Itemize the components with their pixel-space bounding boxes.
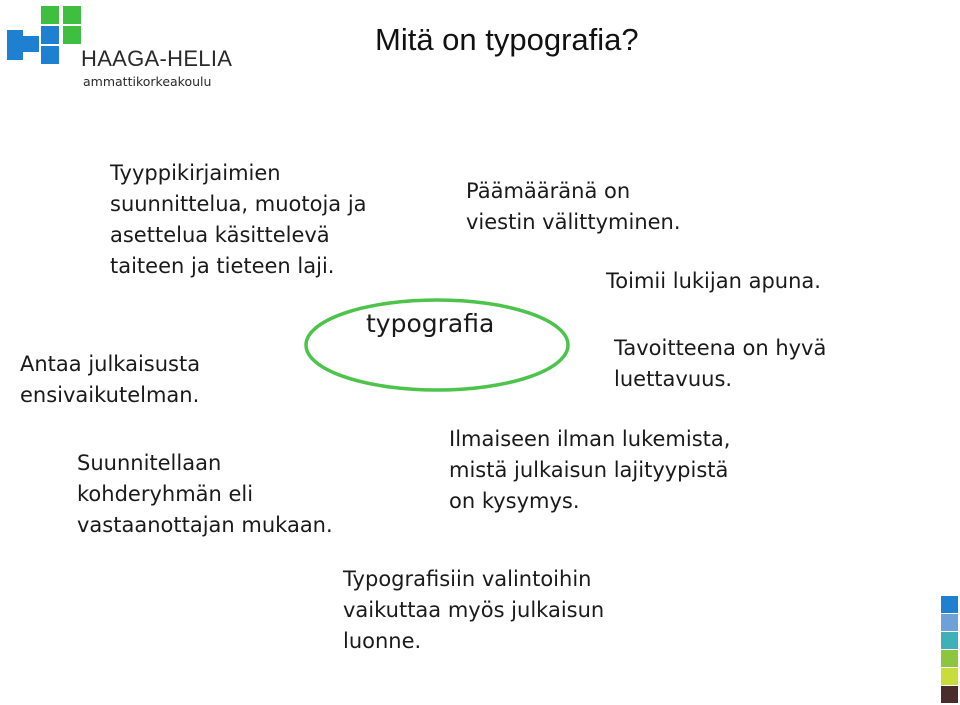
note-helps: [606, 266, 821, 297]
center-word: typografia: [366, 309, 495, 338]
note-audience: [77, 448, 333, 541]
logo-square: [41, 46, 59, 64]
note-type: [449, 424, 730, 517]
logo-square: [23, 36, 39, 52]
note-goal: [466, 176, 681, 238]
note-impression: [20, 349, 200, 411]
logo-square: [7, 46, 23, 60]
logo-square: [63, 6, 81, 24]
note-line: viestin välittyminen.: [466, 210, 681, 234]
note-line: on kysymys.: [449, 489, 580, 513]
side-strip-square: [941, 650, 958, 667]
note-line: Ilmaiseen ilman lukemista,: [449, 427, 731, 451]
note-line: luonne.: [343, 629, 422, 653]
logo-subtitle: ammattikorkeakoulu: [83, 74, 212, 89]
side-strip-square: [941, 632, 958, 649]
logo-square: [63, 26, 81, 44]
note-line: taiteen ja tieteen laji.: [110, 254, 335, 278]
logo-square: [41, 26, 59, 44]
note-line: Toimii lukijan apuna.: [606, 269, 821, 293]
logo-square: [41, 6, 59, 24]
note-line: asettelua käsittelevä: [110, 223, 330, 247]
slide-title: Mitä on typografia?: [375, 22, 639, 57]
note-design: [110, 158, 367, 282]
side-strip-square: [941, 668, 958, 685]
note-readability: [614, 333, 826, 395]
note-line: vastaanottajan mukaan.: [77, 513, 333, 537]
note-line: Typografisiin valintoihin: [343, 567, 592, 591]
note-nature: [343, 564, 604, 657]
note-line: luettavuus.: [614, 367, 733, 391]
logo-square: [7, 30, 23, 46]
note-line: Antaa julkaisusta: [20, 352, 201, 376]
note-line: Tyyppikirjaimien: [110, 161, 281, 185]
note-line: mistä julkaisun lajityypistä: [449, 458, 729, 482]
side-strip-square: [941, 596, 958, 613]
note-line: Päämääränä on: [466, 179, 631, 203]
note-line: kohderyhmän eli: [77, 482, 254, 506]
side-strip-square: [941, 686, 958, 703]
logo-name: HAAGA-HELIA: [81, 46, 233, 71]
note-line: vaikuttaa myös julkaisun: [343, 598, 605, 622]
note-line: Tavoitteena on hyvä: [614, 336, 827, 360]
note-line: ensivaikutelman.: [20, 383, 200, 407]
side-strip-square: [941, 614, 958, 631]
haaga-helia-logo: [5, 4, 245, 94]
note-line: Suunnitellaan: [77, 451, 222, 475]
note-line: suunnittelua, muotoja ja: [110, 192, 367, 216]
